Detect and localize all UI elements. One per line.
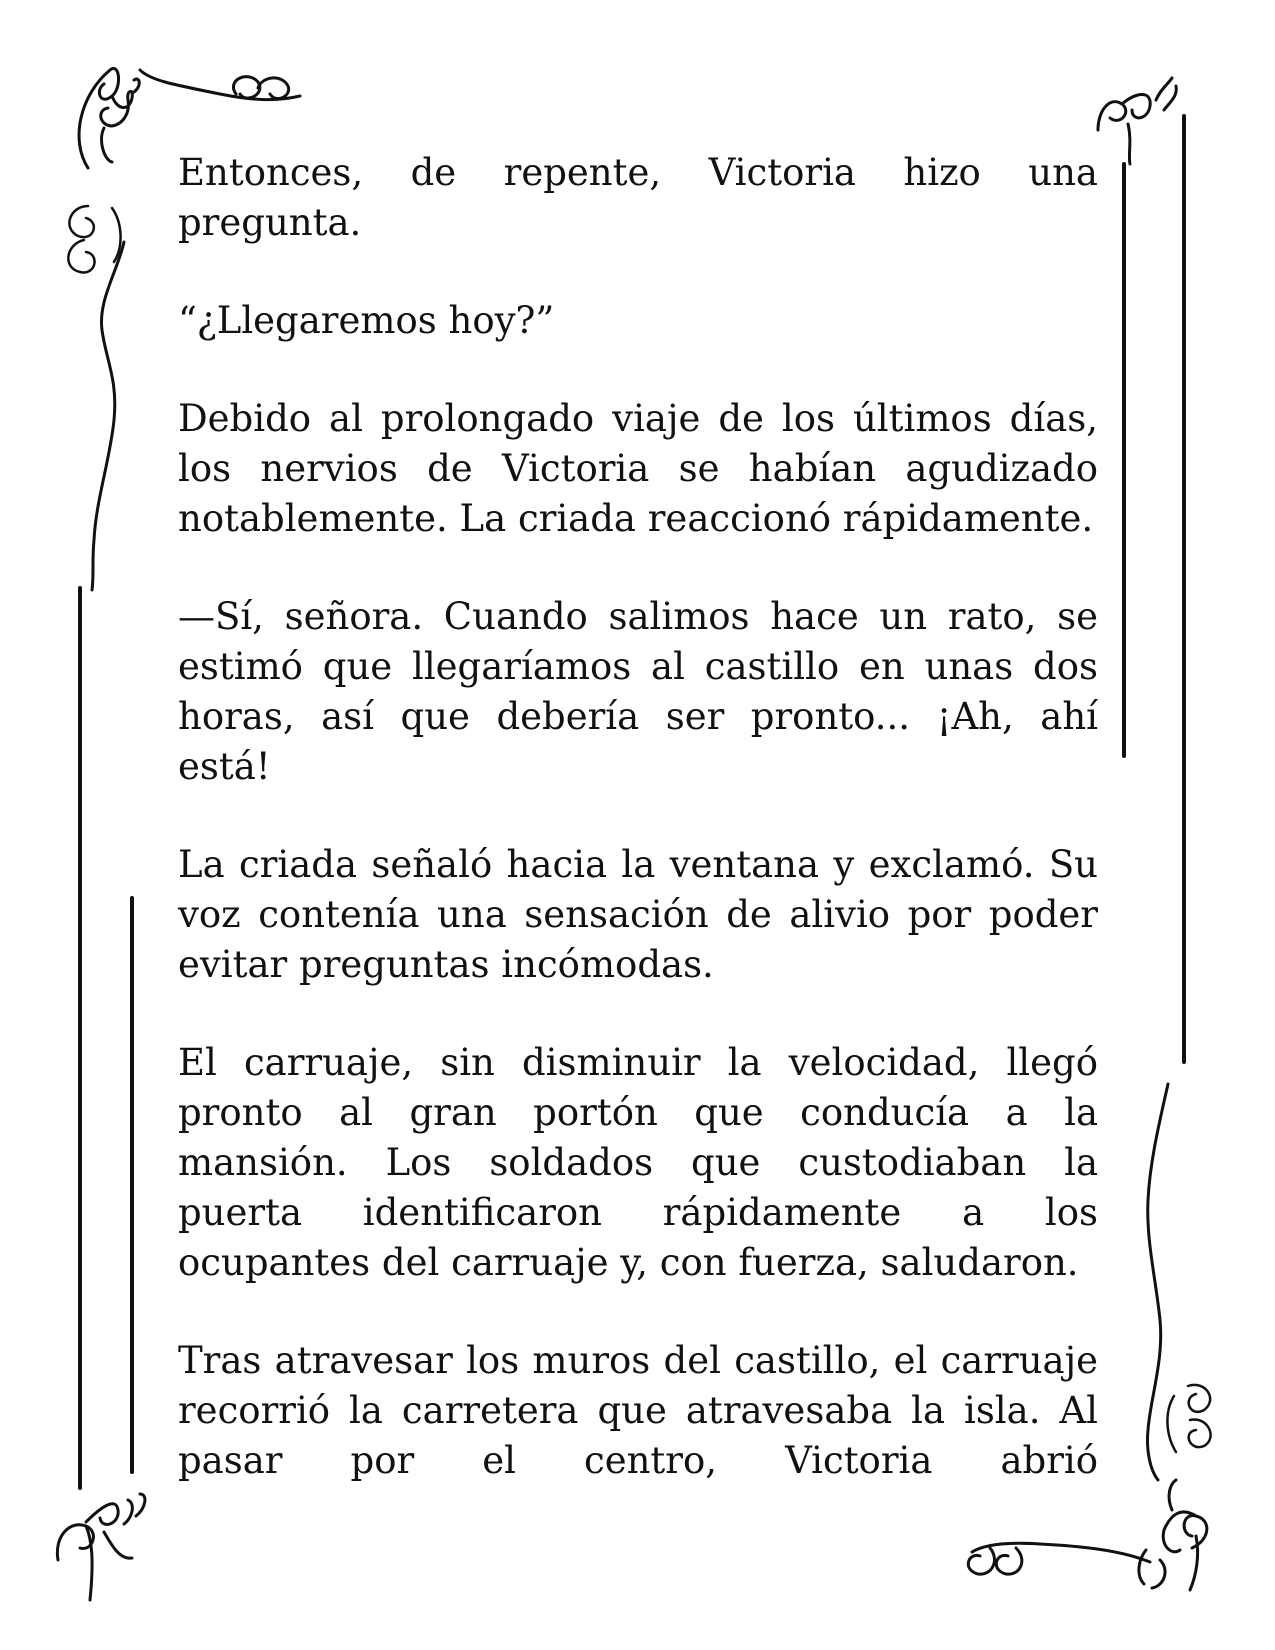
paragraph: El carruaje, sin disminuir la velocidad, llegó pronto al gran portón que conducía a la mansión. Los soldados que custodiaban la puerta identificaron rápidamente a los ocupantes del carruaje y, con fuerza, saludaron.	[178, 1041, 1098, 1284]
paragraph: La criada señaló hacia la ventana y exclamó. Su voz contenía una sensación de alivio por poder evitar preguntas incómodas.	[178, 843, 1098, 986]
top-right-flourish	[1098, 78, 1176, 164]
paragraph: “¿Llegaremos hoy?”	[178, 299, 555, 342]
left-wavy-line	[92, 242, 124, 590]
page-body	[178, 148, 1098, 1486]
bottom-right-flourish	[968, 1480, 1207, 1590]
paragraph: —Sí, señora. Cuando salimos hace un rato, se estimó que llegaríamos al castillo en unas dos horas, así que debería ser pronto... ¡Ah, ahí está!	[178, 595, 1098, 788]
left-edge-swirls	[68, 206, 120, 272]
paragraph: Entonces, de repente, Victoria hizo una pregunta.	[178, 151, 1098, 244]
paragraph: Tras atravesar los muros del castillo, el carruaje recorrió la carretera que atravesaba la isla. Al pasar por el centro, Victoria abrió	[178, 1339, 1098, 1482]
right-edge-swirls	[1167, 1385, 1210, 1452]
bottom-left-flourish	[57, 1494, 145, 1600]
right-wavy-line	[1147, 1084, 1168, 1480]
paragraph: Debido al prolongado viaje de los últimos días, los nervios de Victoria se habían agudizado notablemente. La criada reaccionó rápidamente.	[178, 397, 1098, 540]
